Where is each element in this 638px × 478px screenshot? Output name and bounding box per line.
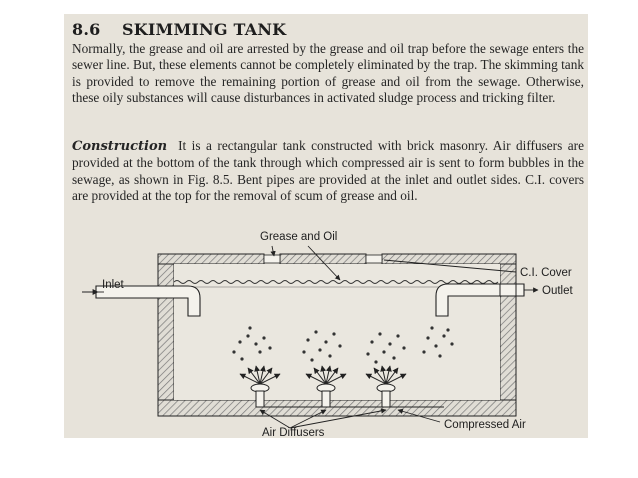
section-title: SKIMMING TANK bbox=[122, 20, 287, 39]
label-ci-cover: C.I. Cover bbox=[520, 267, 572, 279]
label-outlet: Outlet bbox=[542, 285, 573, 297]
paragraph-intro: Normally, the grease and oil are arrested by the grease and oil trap before the sewage enters the sewer line. But, these elements cannot be completely eliminated by the trap. The skimming tank is provided to remove the remaining portion of grease and oil from the sewage. Otherwise, these oily substances will cause disturbances in activated sludge process and tricking filter. bbox=[72, 41, 584, 106]
skimming-tank-figure bbox=[64, 224, 588, 438]
label-grease-oil: Grease and Oil bbox=[260, 231, 338, 243]
scanned-page bbox=[64, 14, 588, 438]
construction-text: It is a rectangular tank constructed with brick masonry. Air diffusers are provided at the bottom of the tank through which compressed air is sent to form bubbles in the sewage, as shown in Fig. 8.5. Bent pipes are provided at the inlet and outlet sides. C.I. covers are provided at the top for the removal of scum of grease and oil. bbox=[72, 138, 584, 204]
label-inlet: Inlet bbox=[102, 279, 124, 291]
tank-wall-top-left bbox=[158, 254, 264, 264]
label-air-diffusers: Air Diffusers bbox=[262, 427, 325, 438]
construction-keyword: Construction bbox=[72, 139, 168, 154]
tank-wall-top-right bbox=[382, 254, 516, 264]
ci-cover-left bbox=[264, 255, 280, 263]
paragraph-construction bbox=[72, 138, 584, 205]
tank-floor bbox=[158, 400, 516, 416]
section-number: 8.6 bbox=[72, 20, 101, 39]
ci-cover-right bbox=[366, 255, 382, 263]
outlet-wall-opening bbox=[500, 284, 516, 296]
section-heading bbox=[72, 20, 286, 39]
label-compressed-air: Compressed Air bbox=[444, 419, 526, 431]
